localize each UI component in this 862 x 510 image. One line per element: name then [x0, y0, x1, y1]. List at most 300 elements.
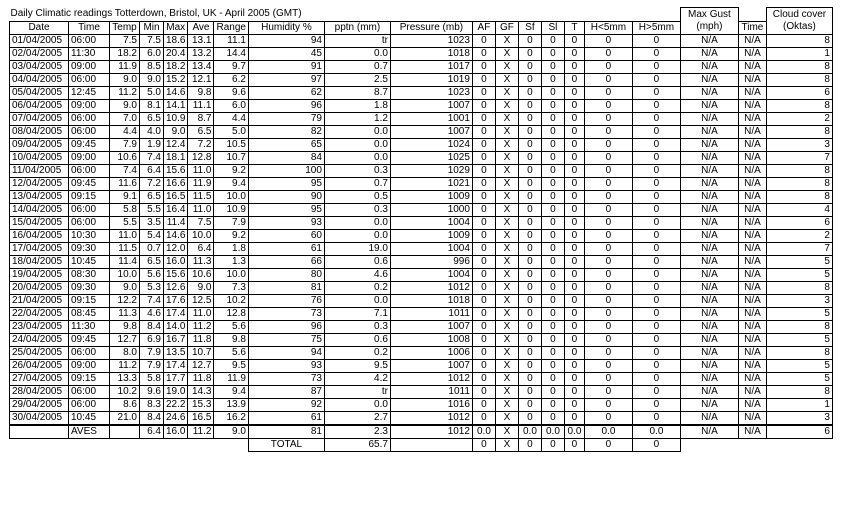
table-cell: 1011	[390, 385, 472, 398]
table-cell: 0	[518, 60, 541, 73]
table-cell: 11/04/2005	[10, 164, 69, 177]
table-cell: 0	[518, 34, 541, 47]
table-cell: 0	[564, 125, 584, 138]
table-cell: 0	[541, 73, 564, 86]
table-cell: 1023	[390, 34, 472, 47]
table-cell: 0	[564, 346, 584, 359]
table-cell: 0	[541, 60, 564, 73]
table-cell: 0	[518, 138, 541, 151]
table-cell: 7.9	[110, 138, 140, 151]
table-cell: 0	[518, 164, 541, 177]
table-cell: X	[495, 47, 518, 60]
table-cell: 0	[541, 99, 564, 112]
averages-humidity: 81	[248, 425, 324, 439]
title-row	[10, 8, 833, 22]
table-cell: 92	[248, 398, 324, 411]
table-cell: 0	[584, 47, 632, 60]
table-cell: 0	[518, 346, 541, 359]
table-cell: 29/04/2005	[10, 398, 69, 411]
table-cell: X	[495, 385, 518, 398]
table-cell: 0	[472, 294, 495, 307]
table-cell: 0.7	[324, 60, 390, 73]
table-cell: 12.8	[214, 307, 248, 320]
table-cell: 0	[564, 281, 584, 294]
empty-cell	[110, 425, 140, 439]
table-cell: 23/04/2005	[10, 320, 69, 333]
table-cell: N/A	[680, 385, 738, 398]
table-cell: X	[495, 359, 518, 372]
averages-pptn: 2.3	[324, 425, 390, 439]
table-cell: 0	[632, 398, 680, 411]
column-header: H>5mm	[632, 21, 680, 34]
table-cell: N/A	[680, 112, 738, 125]
table-cell: 0	[472, 177, 495, 190]
table-cell: 11.8	[188, 372, 214, 385]
total-pptn: 65.7	[324, 438, 390, 451]
table-cell: 5.8	[140, 372, 164, 385]
table-cell: 6.0	[140, 47, 164, 60]
table-cell: X	[495, 138, 518, 151]
empty-cell	[110, 438, 140, 451]
table-cell: 7	[766, 242, 832, 255]
table-row	[10, 242, 833, 255]
table-cell: 0	[541, 242, 564, 255]
table-cell: 1017	[390, 60, 472, 73]
table-cell: 9.1	[110, 190, 140, 203]
table-cell: 0	[632, 60, 680, 73]
table-cell: X	[495, 229, 518, 242]
table-cell: 0	[564, 359, 584, 372]
table-cell: 0	[541, 294, 564, 307]
table-cell: 6	[766, 216, 832, 229]
table-cell: 9.5	[324, 359, 390, 372]
table-cell: 1007	[390, 320, 472, 333]
averages-ave: 11.2	[188, 425, 214, 439]
total-af: 0	[472, 438, 495, 451]
table-cell: 6.5	[140, 112, 164, 125]
table-cell: 0.3	[324, 164, 390, 177]
table-cell: X	[495, 242, 518, 255]
column-header: Min	[140, 21, 164, 34]
table-cell: N/A	[680, 242, 738, 255]
table-cell: 0	[564, 112, 584, 125]
table-cell: 87	[248, 385, 324, 398]
empty-cell	[188, 438, 214, 451]
table-cell: 0	[564, 372, 584, 385]
table-cell: 24.6	[164, 411, 188, 425]
averages-time2: N/A	[738, 425, 766, 439]
table-cell: 0	[632, 216, 680, 229]
table-cell: 7.5	[140, 34, 164, 47]
table-cell: 09:00	[69, 359, 110, 372]
table-row	[10, 203, 833, 216]
table-cell: 0	[541, 203, 564, 216]
table-cell: 09:45	[69, 138, 110, 151]
table-cell: 0	[518, 255, 541, 268]
table-cell: 30/04/2005	[10, 411, 69, 425]
table-cell: N/A	[680, 268, 738, 281]
table-cell: 0	[518, 216, 541, 229]
table-cell: 9.4	[214, 177, 248, 190]
table-cell: X	[495, 125, 518, 138]
table-cell: 17.4	[164, 307, 188, 320]
table-cell: 24/04/2005	[10, 333, 69, 346]
column-header: Sl	[541, 21, 564, 34]
column-header: Humidity %	[248, 21, 324, 34]
table-cell: 0	[564, 385, 584, 398]
table-cell: 0.7	[140, 242, 164, 255]
table-cell: 5.0	[140, 86, 164, 99]
table-cell: 11.0	[188, 307, 214, 320]
table-cell: 1011	[390, 307, 472, 320]
column-header: pptn (mm)	[324, 21, 390, 34]
table-cell: 91	[248, 60, 324, 73]
table-row	[10, 60, 833, 73]
column-header-row	[10, 21, 833, 34]
table-cell: 65	[248, 138, 324, 151]
table-cell: 11:30	[69, 320, 110, 333]
table-cell: 0	[541, 281, 564, 294]
column-header: H<5mm	[584, 21, 632, 34]
table-cell: X	[495, 164, 518, 177]
column-header: (mph)	[680, 21, 738, 34]
table-cell: 20/04/2005	[10, 281, 69, 294]
table-cell: 0	[472, 138, 495, 151]
table-cell: 0	[564, 333, 584, 346]
table-cell: 0	[564, 229, 584, 242]
table-cell: 16.6	[164, 177, 188, 190]
table-cell: 14.4	[214, 47, 248, 60]
table-cell: 0	[541, 164, 564, 177]
table-cell: 11.2	[110, 86, 140, 99]
table-cell: 16.7	[164, 333, 188, 346]
table-cell: 0	[518, 99, 541, 112]
table-cell: X	[495, 34, 518, 47]
table-cell: 5	[766, 268, 832, 281]
table-cell: 16.2	[214, 411, 248, 425]
table-cell: 8	[766, 177, 832, 190]
table-cell: N/A	[738, 86, 766, 99]
table-cell: 0	[564, 411, 584, 425]
total-h-lt5: 0	[584, 438, 632, 451]
table-cell: 11.6	[110, 177, 140, 190]
table-cell: 0	[541, 268, 564, 281]
table-cell: N/A	[738, 151, 766, 164]
table-cell: 12.5	[188, 294, 214, 307]
table-cell: 6.2	[214, 73, 248, 86]
table-cell: 0	[518, 320, 541, 333]
table-cell: 11.3	[110, 307, 140, 320]
table-cell: N/A	[738, 385, 766, 398]
table-cell: 0	[518, 47, 541, 60]
table-cell: 11.1	[214, 34, 248, 47]
table-cell: 9.7	[214, 60, 248, 73]
table-cell: 7.3	[214, 281, 248, 294]
table-cell: 5	[766, 307, 832, 320]
table-cell: 1001	[390, 112, 472, 125]
table-cell: 10.6	[188, 268, 214, 281]
table-cell: X	[495, 268, 518, 281]
table-cell: 1009	[390, 229, 472, 242]
table-cell: 0	[632, 138, 680, 151]
table-cell: 11.5	[110, 242, 140, 255]
table-cell: 1004	[390, 242, 472, 255]
table-cell: 8.5	[140, 60, 164, 73]
table-cell: X	[495, 216, 518, 229]
table-cell: 0	[564, 398, 584, 411]
table-cell: 15/04/2005	[10, 216, 69, 229]
table-cell: X	[495, 190, 518, 203]
table-cell: 6	[766, 86, 832, 99]
table-cell: 7.0	[110, 112, 140, 125]
column-header: AF	[472, 21, 495, 34]
table-cell: 0	[472, 112, 495, 125]
table-row	[10, 47, 833, 60]
column-header: Pressure (mb)	[390, 21, 472, 34]
table-cell: N/A	[738, 60, 766, 73]
table-cell: 0	[541, 151, 564, 164]
table-cell: 06:00	[69, 73, 110, 86]
table-cell: 8	[766, 60, 832, 73]
table-cell: N/A	[680, 281, 738, 294]
table-cell: 27/04/2005	[10, 372, 69, 385]
table-cell: 9.0	[110, 99, 140, 112]
table-cell: 0	[564, 99, 584, 112]
table-cell: 80	[248, 268, 324, 281]
table-cell: 0	[518, 242, 541, 255]
table-cell: X	[495, 346, 518, 359]
table-cell: 93	[248, 216, 324, 229]
table-cell: X	[495, 112, 518, 125]
table-cell: 09:30	[69, 242, 110, 255]
table-cell: tr	[324, 34, 390, 47]
table-cell: 19.0	[324, 242, 390, 255]
table-cell: 2	[766, 112, 832, 125]
table-cell: 82	[248, 125, 324, 138]
table-cell: 13.1	[188, 34, 214, 47]
table-cell: 0.2	[324, 346, 390, 359]
table-cell: N/A	[680, 86, 738, 99]
table-cell: N/A	[680, 333, 738, 346]
table-cell: 6.0	[214, 99, 248, 112]
table-cell: 9.2	[214, 229, 248, 242]
table-cell: 09:15	[69, 294, 110, 307]
table-cell: 1.8	[214, 242, 248, 255]
table-cell: X	[495, 320, 518, 333]
table-cell: 1.3	[214, 255, 248, 268]
table-cell: 12.2	[110, 294, 140, 307]
table-cell: 7.2	[140, 177, 164, 190]
table-cell: 06:00	[69, 385, 110, 398]
table-row	[10, 372, 833, 385]
table-cell: 10.5	[214, 138, 248, 151]
table-cell: 0	[541, 333, 564, 346]
table-cell: 8.1	[140, 99, 164, 112]
table-cell: 0	[584, 216, 632, 229]
total-label: TOTAL	[248, 438, 324, 451]
table-row	[10, 320, 833, 333]
table-row	[10, 411, 833, 425]
table-cell: 0	[564, 242, 584, 255]
table-cell: 73	[248, 307, 324, 320]
table-cell: 9.0	[188, 281, 214, 294]
table-cell: 2	[766, 229, 832, 242]
table-cell: 4.4	[214, 112, 248, 125]
table-cell: 0	[632, 203, 680, 216]
table-cell: 0	[564, 151, 584, 164]
table-cell: N/A	[738, 359, 766, 372]
table-cell: X	[495, 281, 518, 294]
table-row	[10, 294, 833, 307]
table-cell: 0	[564, 34, 584, 47]
table-cell: N/A	[738, 34, 766, 47]
table-cell: 0.0	[324, 47, 390, 60]
table-cell: 0	[472, 372, 495, 385]
table-cell: 12/04/2005	[10, 177, 69, 190]
table-cell: 0	[584, 398, 632, 411]
table-cell: 0	[472, 385, 495, 398]
table-cell: 0	[472, 320, 495, 333]
table-cell: 7.5	[110, 34, 140, 47]
column-header: Ave	[188, 21, 214, 34]
table-cell: 1021	[390, 177, 472, 190]
table-cell: X	[495, 333, 518, 346]
table-cell: 0	[564, 138, 584, 151]
table-cell: 95	[248, 177, 324, 190]
table-cell: 0	[541, 138, 564, 151]
table-cell: N/A	[738, 398, 766, 411]
table-cell: N/A	[738, 47, 766, 60]
table-cell: 7.5	[188, 216, 214, 229]
table-cell: 1006	[390, 346, 472, 359]
table-cell: 0	[541, 125, 564, 138]
table-cell: 0.0	[324, 398, 390, 411]
table-cell: N/A	[680, 73, 738, 86]
table-cell: 0	[518, 333, 541, 346]
table-cell: 09:45	[69, 177, 110, 190]
table-cell: 16.5	[188, 411, 214, 425]
table-cell: 02/04/2005	[10, 47, 69, 60]
table-cell: 13.5	[164, 346, 188, 359]
column-header: Time	[738, 21, 766, 34]
table-cell: 0	[472, 268, 495, 281]
table-cell: 11.9	[188, 177, 214, 190]
table-row	[10, 34, 833, 47]
table-cell: 09:00	[69, 99, 110, 112]
averages-min: 6.4	[140, 425, 164, 439]
table-cell: 8.3	[140, 398, 164, 411]
total-sf: 0	[518, 438, 541, 451]
table-cell: 0	[632, 190, 680, 203]
table-cell: 16/04/2005	[10, 229, 69, 242]
table-cell: 0	[564, 47, 584, 60]
table-cell: N/A	[738, 268, 766, 281]
table-cell: 06/04/2005	[10, 99, 69, 112]
table-cell: 1007	[390, 99, 472, 112]
table-cell: 0	[518, 411, 541, 425]
table-cell: 6.5	[140, 255, 164, 268]
table-cell: 0	[472, 86, 495, 99]
table-cell: 0	[472, 99, 495, 112]
table-cell: 04/04/2005	[10, 73, 69, 86]
table-cell: 0	[541, 255, 564, 268]
table-cell: 7.4	[140, 151, 164, 164]
table-cell: 17.4	[164, 359, 188, 372]
table-cell: 0	[472, 281, 495, 294]
table-cell: 0	[584, 346, 632, 359]
table-cell: 1.2	[324, 112, 390, 125]
table-cell: 0	[584, 99, 632, 112]
table-cell: 11:30	[69, 47, 110, 60]
table-cell: 94	[248, 34, 324, 47]
table-row	[10, 164, 833, 177]
table-cell: X	[495, 60, 518, 73]
table-cell: 8	[766, 73, 832, 86]
table-cell: 09:15	[69, 190, 110, 203]
table-row	[10, 138, 833, 151]
table-row	[10, 268, 833, 281]
table-cell: 2.7	[324, 411, 390, 425]
table-cell: 0	[541, 86, 564, 99]
table-cell: 11.2	[110, 359, 140, 372]
table-cell: 95	[248, 203, 324, 216]
table-cell: 0	[632, 281, 680, 294]
averages-label: AVES	[69, 425, 110, 439]
table-cell: 08:45	[69, 307, 110, 320]
table-cell: 09:30	[69, 281, 110, 294]
table-cell: 0	[564, 60, 584, 73]
table-cell: X	[495, 372, 518, 385]
table-cell: 11.0	[110, 229, 140, 242]
table-cell: 8	[766, 34, 832, 47]
table-cell: N/A	[738, 138, 766, 151]
table-cell: 8.0	[110, 346, 140, 359]
table-cell: 0	[632, 255, 680, 268]
table-cell: X	[495, 99, 518, 112]
table-row	[10, 307, 833, 320]
table-cell: N/A	[680, 190, 738, 203]
table-cell: 9.0	[110, 73, 140, 86]
table-cell: 1004	[390, 216, 472, 229]
table-cell: 08/04/2005	[10, 125, 69, 138]
max-gust-header: Max Gust	[680, 8, 738, 22]
table-cell: 13.2	[188, 47, 214, 60]
table-cell: 1009	[390, 190, 472, 203]
averages-t: 0.0	[564, 425, 584, 439]
table-cell: 10.0	[214, 268, 248, 281]
table-cell: 12.0	[164, 242, 188, 255]
table-cell: 14.6	[164, 86, 188, 99]
table-cell: N/A	[680, 125, 738, 138]
table-cell: 8	[766, 320, 832, 333]
table-cell: 07/04/2005	[10, 112, 69, 125]
table-cell: 0	[632, 411, 680, 425]
table-cell: 0	[518, 177, 541, 190]
table-cell: 1018	[390, 294, 472, 307]
column-header: (Oktas)	[766, 21, 832, 34]
table-cell: 996	[390, 255, 472, 268]
table-cell: 0	[541, 411, 564, 425]
table-cell: 10.7	[214, 151, 248, 164]
table-cell: 0	[584, 411, 632, 425]
table-cell: 15.2	[164, 73, 188, 86]
table-cell: 94	[248, 346, 324, 359]
table-cell: 10:30	[69, 229, 110, 242]
table-cell: 0	[584, 385, 632, 398]
table-cell: 81	[248, 281, 324, 294]
empty-cell	[10, 425, 69, 439]
climate-table	[9, 7, 833, 452]
